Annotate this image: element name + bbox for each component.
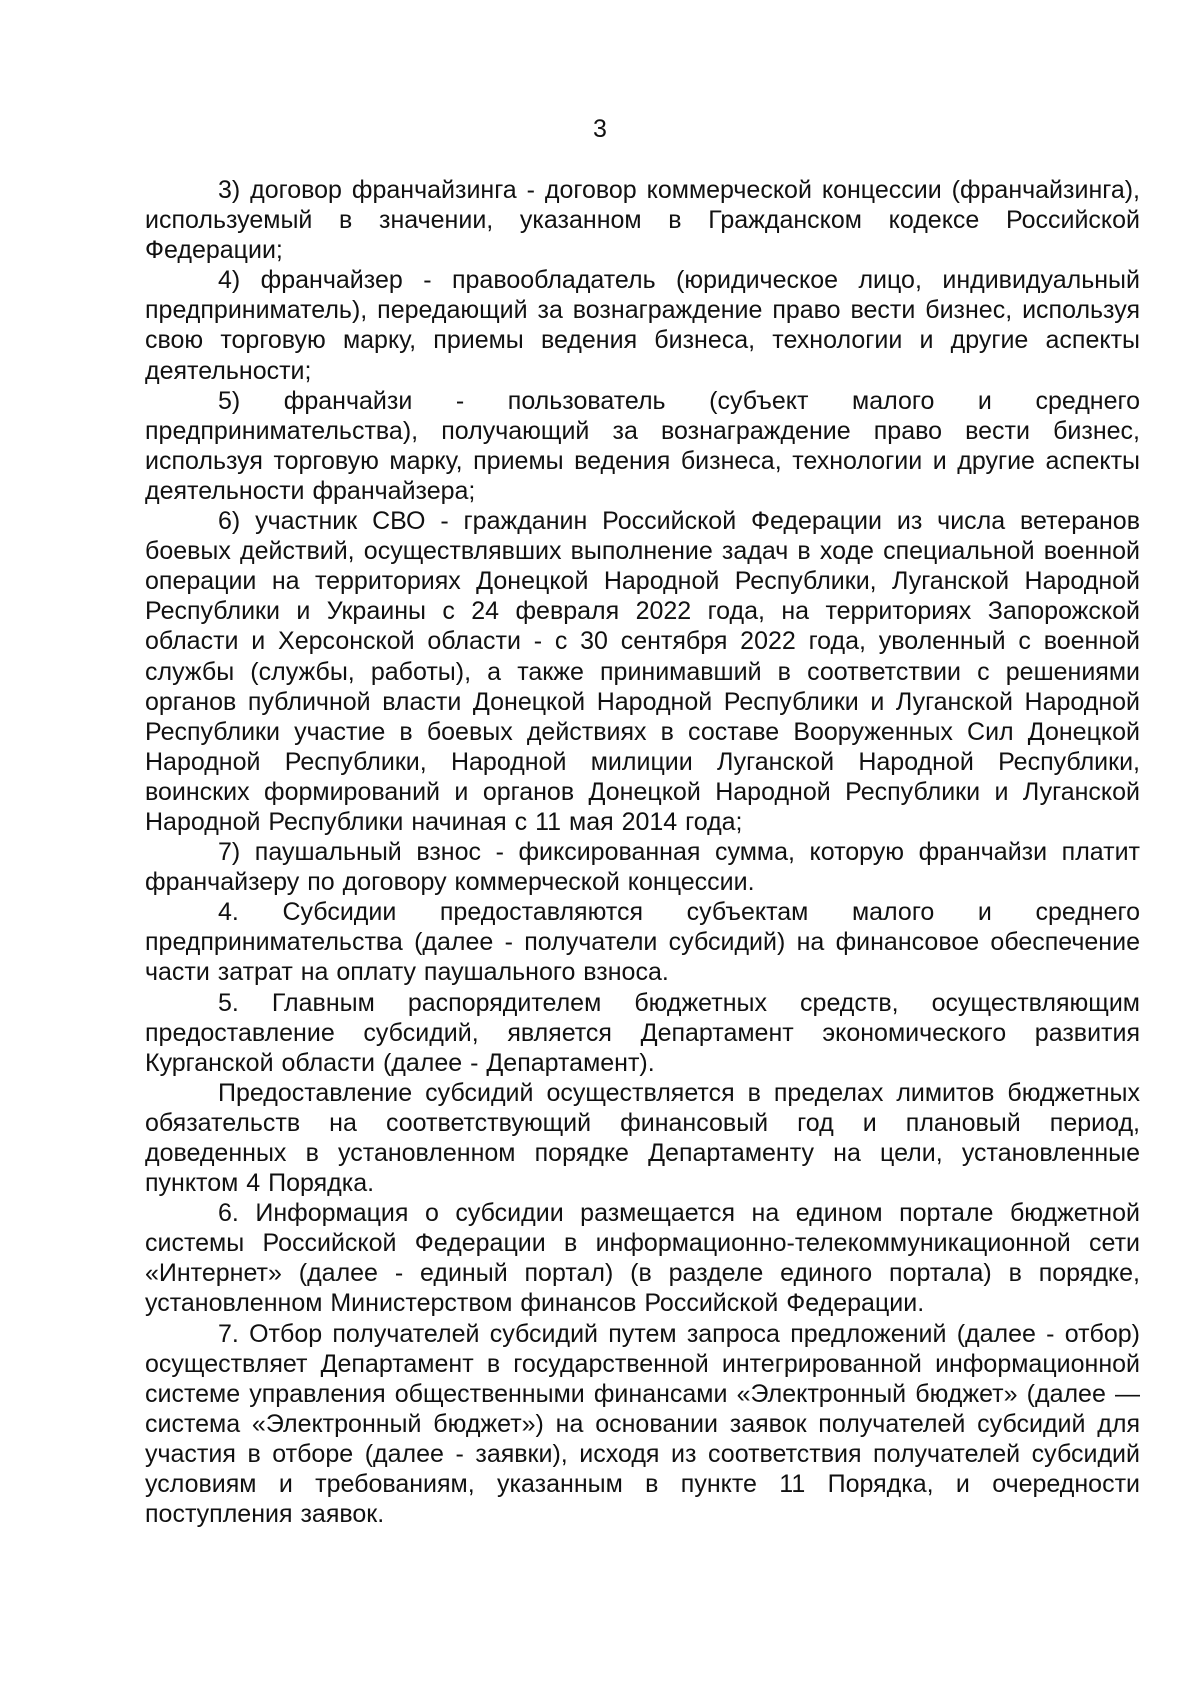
- paragraph-section-5: 5. Главным распорядителем бюджетных средств, осуществляющим предоставление субсидий, является Департамент экономического развития Курганской области (далее - Департамент).: [145, 988, 1140, 1077]
- paragraph-definition-5: 5) франчайзи - пользователь (субъект малого и среднего предпринимательства), получающий за вознаграждение право вести бизнес, используя торговую марку, приемы ведения бизнеса, технологии и другие аспекты деятельности франчайзера;: [145, 386, 1140, 505]
- paragraph-section-7: 7. Отбор получателей субсидий путем запроса предложений (далее - отбор) осуществляет Департамент в государственной интегрированной информационной системе управления общественными финансами «Электронный бюджет» (далее — система «Электронный бюджет») на основании заявок получателей субсидий для участия в отборе (далее - заявки), исходя из соответствия получателей субсидий условиям и требованиям, указанным в пункте 11 Порядка, и очередности поступления заявок.: [145, 1319, 1140, 1529]
- document-body: [145, 175, 1140, 1529]
- page-number: 3: [593, 115, 607, 143]
- paragraph-definition-3: 3) договор франчайзинга - договор коммерческой концессии (франчайзинга), используемый в значении, указанном в Гражданском кодексе Российской Федерации;: [145, 176, 1140, 265]
- paragraph-section-4: 4. Субсидии предоставляются субъектам малого и среднего предпринимательства (далее - получатели субсидий) на финансовое обеспечение части затрат на оплату паушального взноса.: [145, 898, 1140, 987]
- paragraph-definition-4: 4) франчайзер - правообладатель (юридическое лицо, индивидуальный предприниматель), передающий за вознаграждение право вести бизнес, используя свою торговую марку, приемы ведения бизнеса, технологии и другие аспекты деятельности;: [145, 266, 1140, 385]
- paragraph-section-6: 6. Информация о субсидии размещается на едином портале бюджетной системы Российской Федерации в информационно-телекоммуникационной сети «Интернет» (далее - единый портал) (в разделе единого портала) в порядке, установленном Министерством финансов Российской Федерации.: [145, 1199, 1140, 1318]
- paragraph-section-5-continued: Предоставление субсидий осуществляется в пределах лимитов бюджетных обязательств на соответствующий финансовый год и плановый период, доведенных в установленном порядке Департаменту на цели, установленные пунктом 4 Порядка.: [145, 1078, 1140, 1198]
- paragraph-definition-7: 7) паушальный взнос - фиксированная сумма, которую франчайзи платит франчайзеру по договору коммерческой концессии.: [145, 838, 1140, 897]
- paragraph-definition-6: 6) участник СВО - гражданин Российской Федерации из числа ветеранов боевых действий, осуществлявших выполнение задач в ходе специальной военной операции на территориях Донецкой Народной Республики, Луганской Народной Республики и Украины с 24 февраля 2022 года, на территориях Запорожской области и Херсонской области - с 30 сентября 2022 года, уволенный с военной службы (службы, работы), а также принимавший в соответствии с решениями органов публичной власти Донецкой Народной Республики и Луганской Народной Республики участие в боевых действиях в составе Вооруженных Сил Донецкой Народной Республики, Народной милиции Луганской Народной Республики, воинских формирований и органов Донецкой Народной Республики и Луганской Народной Республики начиная с 11 мая 2014 года;: [145, 507, 1140, 836]
